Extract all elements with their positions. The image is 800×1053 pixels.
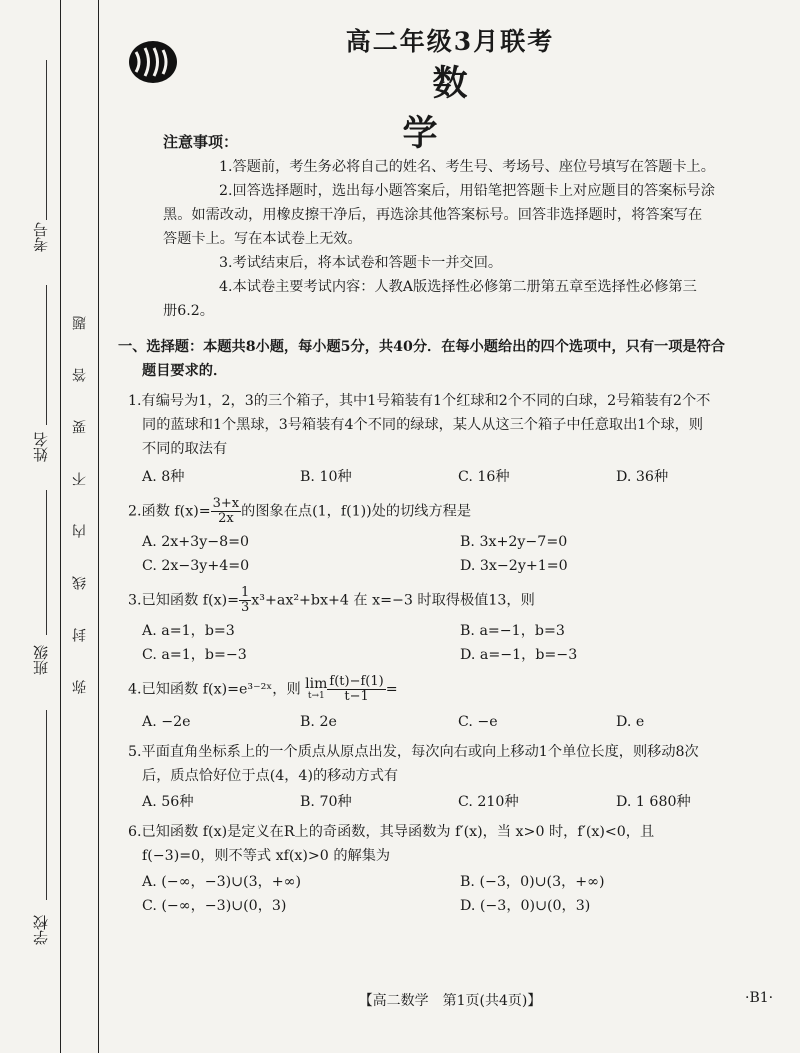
section-line: 一、选择题：本题共8小题，每小题5分，共40分．在每小题给出的四个选项中，只有一项是符合 [118,339,725,355]
question-5 [128,740,778,814]
option-b: B. 3x+2y−7=0 [460,534,568,550]
notice-item: 答题卡上。写在本试卷上无效。 [163,231,362,247]
options [128,554,778,578]
option-c: C. 210种 [458,794,519,810]
fraction [327,675,385,704]
question-3 [128,586,778,667]
question-text: f(−3)=0，则不等式 xf(x)>0 的解集为 [142,848,391,864]
question-prefix: 2.函数 f(x)= [128,503,211,520]
option-a: A. 2x+3y−8=0 [142,534,250,550]
question-text: 同的蓝球和1个黑球，3号箱装有4个不同的绿球，某人从这三个箱子中任意取出1个球，则 [142,417,704,433]
question-text: 6.已知函数 f(x)是定义在R上的奇函数，其导函数为 f′(x)，当 x>0 时，f′(x)<0，且 [128,824,655,840]
limit-word: lim [305,675,328,692]
seal-char: 要 [72,420,88,434]
school-field [24,710,54,900]
options [128,619,778,643]
question-text: 不同的取法有 [142,441,228,457]
question-2 [128,497,778,578]
school-label: 学校 [32,915,50,945]
option-b: B. a=−1，b=3 [460,623,565,639]
class-label: 班级 [32,645,50,675]
option-a: A. 8种 [142,469,185,485]
option-a: A. 56种 [142,794,194,810]
fraction-denominator: t−1 [344,689,369,704]
question-text [128,586,778,615]
option-a: A. (−∞，−3)∪(3，+∞) [142,874,302,890]
options [128,870,778,894]
notice-item: 黑。如需改动，用橡皮擦干净后，再选涂其他答案标号。回答非选择题时，将答案写在 [163,207,703,223]
option-c: C. −e [458,714,498,730]
question-prefix: 3.已知函数 f(x)= [128,592,240,609]
fraction [211,497,242,526]
options [128,710,778,734]
question-prefix: 4.已知函数 f(x)=e³⁻²ˣ，则 [128,681,301,698]
seal-char: 答 [72,368,88,382]
fraction-denominator: 3 [241,600,250,615]
page-footer: 【高二数学 第1页(共4页)】 [358,993,542,1009]
seal-char: 弥 [72,680,88,694]
option-b: B. (−3，0)∪(3，+∞) [460,874,605,890]
options [128,643,778,667]
question-text: 1.有编号为1，2，3的三个箱子，其中1号箱装有1个红球和2个不同的白球，2号箱装有2个不 [128,393,711,409]
exam-number-field [24,60,54,220]
question-suffix: x³+ax²+bx+4 在 x=−3 时取得极值13，则 [251,592,535,609]
question-suffix: = [385,681,398,698]
seal-char: 不 [72,472,88,486]
notice-item: 册6.2。 [163,303,214,319]
margin-line-inner [98,0,99,1053]
notice-item: 4.本试卷主要考试内容：人教A版选择性必修第二册第五章至选择性必修第三 [219,279,697,295]
question-text [128,497,778,526]
exam-content [118,130,778,918]
question-text: 后，质点恰好位于点(4，4)的移动方式有 [142,768,399,784]
name-field [24,285,54,425]
option-d: D. 3x−2y+1=0 [460,558,568,574]
limit-subscript: t→1 [307,690,325,701]
subject-title: 数 学 [402,63,623,154]
option-a: A. −2e [142,714,191,730]
exam-title: 高二年级3月联考 [345,27,555,56]
option-c: C. (−∞，−3)∪(0，3) [142,898,287,914]
section-heading [118,335,778,383]
options [128,530,778,554]
option-d: D. 1 680种 [616,794,691,810]
question-6 [128,820,778,918]
option-c: C. 2x−3y+4=0 [142,558,250,574]
option-c: C. 16种 [458,469,510,485]
option-b: B. 2e [300,714,337,730]
option-d: D. a=−1，b=−3 [460,647,578,663]
fraction-numerator: 1 [241,585,250,600]
notice-item: 3.考试结束后，将本试卷和答题卡一并交回。 [219,255,503,271]
exam-number-label: 考号 [32,222,50,252]
options [128,790,778,814]
option-d: D. (−3，0)∪(0，3) [460,898,591,914]
limit [305,675,328,702]
name-label: 姓名 [32,432,50,462]
fraction [239,586,251,615]
options [128,465,778,489]
option-c: C. a=1，b=−3 [142,647,247,663]
option-d: D. e [616,714,645,730]
seal-char: 题 [72,316,88,330]
option-b: B. 10种 [300,469,352,485]
fraction-denominator: 2x [218,511,234,526]
option-b: B. 70种 [300,794,352,810]
seal-char: 内 [72,524,88,538]
paper-code: ·B1· [745,990,774,1006]
margin-line-outer [60,0,61,1053]
notice-item: 2.回答选择题时，选出每小题答案后，用铅笔把答题卡上对应题目的答案标号涂 [219,183,715,199]
question-suffix: 的图象在点(1，f(1))处的切线方程是 [241,503,472,520]
fraction-numerator: 3+x [212,496,240,511]
notice-item: 1.答题前，考生务必将自己的姓名、考生号、考场号、座位号填写在答题卡上。 [219,159,715,175]
question-1 [128,389,778,489]
binding-margin [0,0,120,1053]
class-field [24,490,54,635]
seal-char: 封 [72,628,88,642]
options [128,894,778,918]
question-text [128,675,778,704]
seal-char: 线 [72,576,88,590]
question-text: 5.平面直角坐标系上的一个质点从原点出发，每次向右或向上移动1个单位长度，则移动8次 [128,744,699,760]
publisher-logo [128,40,178,84]
option-a: A. a=1，b=3 [142,623,235,639]
notice-title: 注意事项： [163,133,239,151]
fraction-numerator: f(t)−f(1) [329,674,384,689]
question-4 [128,675,778,734]
option-d: D. 36种 [616,469,669,485]
section-line: 题目要求的． [142,363,228,379]
